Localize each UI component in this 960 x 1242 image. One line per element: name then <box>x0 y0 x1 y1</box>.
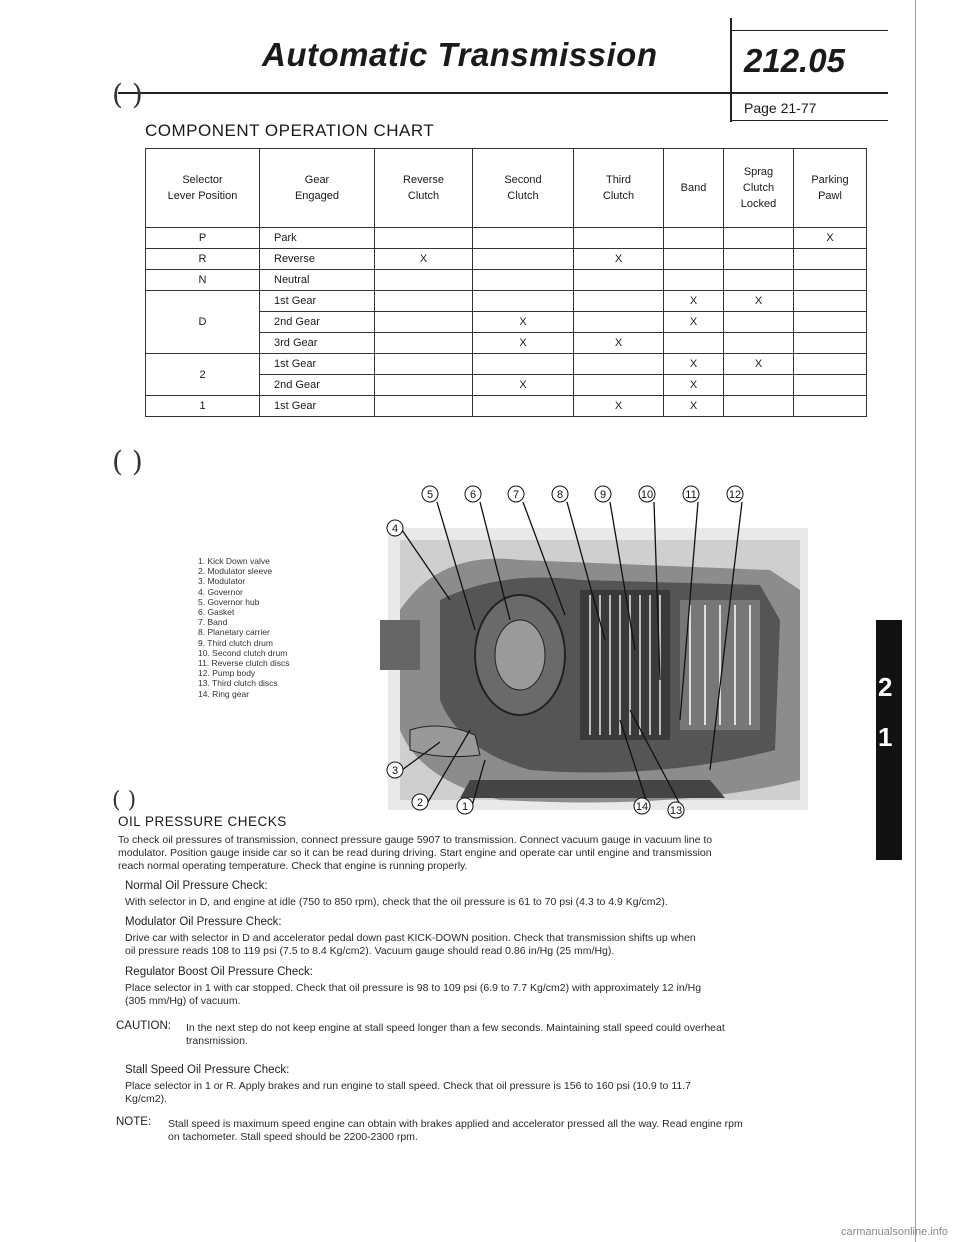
text-line: Stall speed is maximum speed engine can obtain with brakes applied and accelerator pressed all the way. Read engine rpm <box>168 1118 743 1130</box>
legend-item: 9. Third clutch drum <box>198 637 273 648</box>
legend-item: 14. Ring gear <box>198 688 250 699</box>
callout-number: 1 <box>461 801 469 813</box>
text-line: To check oil pressures of transmission, connect pressure gauge 5907 to transmission. Connect vacuum gauge in vacuum line to <box>118 834 713 846</box>
legend-item: 7. Band <box>198 617 228 628</box>
parts-legend <box>198 556 290 699</box>
page-edge-line <box>915 0 916 1242</box>
operation-cell <box>473 228 574 249</box>
legend-item: 11. Reverse clutch discs <box>198 658 290 669</box>
operation-cell <box>724 333 794 354</box>
binding-hole-mark: ( ) <box>112 78 143 111</box>
operation-cell <box>574 312 664 333</box>
callout-number: 2 <box>416 797 424 809</box>
modulator-check-text <box>125 932 696 958</box>
text-line: modulator. Position gauge inside car so it can be read during driving. Start engine and operate car until engine and transmission <box>118 847 712 859</box>
regulator-check-heading: Regulator Boost Oil Pressure Check: <box>125 966 313 978</box>
operation-cell: X <box>473 375 574 396</box>
gear-engaged-cell: 3rd Gear <box>260 333 375 354</box>
text-line: With selector in D, and engine at idle (750 to 850 rpm), check that the oil pressure is 61 to 70 psi (4.3 to 4.9 Kg/cm2). <box>125 896 668 908</box>
operation-cell <box>794 354 867 375</box>
operation-cell: X <box>664 291 724 312</box>
legend-item: 5. Governor hub <box>198 596 260 607</box>
stall-check-text <box>125 1080 691 1106</box>
operation-cell <box>473 396 574 417</box>
operation-cell <box>473 354 574 375</box>
operation-cell: X <box>473 333 574 354</box>
operation-cell: X <box>574 396 664 417</box>
gear-engaged-cell: Neutral <box>260 270 375 291</box>
binding-hole-mark: ( ) <box>112 445 143 478</box>
selector-position-cell: P <box>146 228 260 249</box>
legend-item: 6. Gasket <box>198 607 235 618</box>
gear-engaged-cell: 2nd Gear <box>260 312 375 333</box>
header-rule <box>118 92 888 94</box>
gear-engaged-cell: Park <box>260 228 375 249</box>
table-row <box>146 354 867 375</box>
chart-title: COMPONENT OPERATION CHART <box>145 121 435 140</box>
operation-cell <box>664 249 724 270</box>
operation-cell <box>794 375 867 396</box>
operation-cell <box>375 270 473 291</box>
gear-engaged-cell: 1st Gear <box>260 291 375 312</box>
operation-cell: X <box>724 354 794 375</box>
callout-number: 3 <box>391 765 399 777</box>
operation-cell <box>794 396 867 417</box>
table-row <box>146 270 867 291</box>
regulator-check-text <box>125 982 701 1008</box>
operation-cell <box>724 375 794 396</box>
chapter-tab-digit: 1 <box>878 722 893 752</box>
operation-cell <box>664 270 724 291</box>
legend-item: 8. Planetary carrier <box>198 627 270 638</box>
operation-cell: X <box>664 312 724 333</box>
operation-cell: X <box>724 291 794 312</box>
operation-cell: X <box>664 375 724 396</box>
operation-cell <box>724 312 794 333</box>
operation-cell: X <box>794 228 867 249</box>
selector-position-cell: R <box>146 249 260 270</box>
operation-cell <box>375 375 473 396</box>
caution-label: CAUTION: <box>116 1020 171 1032</box>
oil-intro-paragraph <box>118 834 712 873</box>
operation-cell: X <box>664 354 724 375</box>
column-header: Selector Lever Position <box>146 149 260 228</box>
operation-cell <box>794 291 867 312</box>
column-header: Third Clutch <box>574 149 664 228</box>
operation-cell <box>794 312 867 333</box>
legend-item: 1. Kick Down valve <box>198 556 270 566</box>
gear-engaged-cell: 1st Gear <box>260 396 375 417</box>
callout-number: 5 <box>426 489 434 501</box>
operation-cell <box>724 228 794 249</box>
operation-cell: X <box>664 396 724 417</box>
operation-cell: X <box>574 333 664 354</box>
selector-position-cell: 1 <box>146 396 260 417</box>
oil-pressure-heading: OIL PRESSURE CHECKS <box>118 814 287 829</box>
legend-item: 2. Modulator sleeve <box>198 566 273 577</box>
table-row <box>146 249 867 270</box>
operation-cell: X <box>375 249 473 270</box>
operation-cell <box>664 333 724 354</box>
callout-number: 13 <box>669 805 683 817</box>
caution-text <box>186 1022 725 1048</box>
normal-check-heading: Normal Oil Pressure Check: <box>125 880 268 892</box>
operation-cell <box>724 249 794 270</box>
column-header: Second Clutch <box>473 149 574 228</box>
table-row <box>146 291 867 312</box>
text-line: Place selector in 1 with car stopped. Check that oil pressure is 98 to 109 psi (6.9 to 7.7 Kg/cm2) with approximately 12 in/Hg <box>125 982 702 994</box>
operation-cell <box>574 228 664 249</box>
text-line: Drive car with selector in D and accelerator pedal down past KICK-DOWN position. Check that transmission shifts up when <box>125 932 696 944</box>
operation-cell <box>375 228 473 249</box>
operation-cell <box>375 396 473 417</box>
column-header: Parking Pawl <box>794 149 867 228</box>
selector-position-cell: D <box>146 291 260 354</box>
normal-check-text <box>125 896 668 909</box>
text-line: (305 mm/Hg) of vacuum. <box>125 995 241 1007</box>
legend-item: 4. Governor <box>198 586 243 597</box>
text-line: reach normal operating temperature. Check that engine is running properly. <box>118 860 468 872</box>
operation-cell <box>574 354 664 375</box>
stall-check-heading: Stall Speed Oil Pressure Check: <box>125 1064 290 1076</box>
table-row <box>146 396 867 417</box>
column-header: Reverse Clutch <box>375 149 473 228</box>
operation-cell <box>724 270 794 291</box>
selector-position-cell: 2 <box>146 354 260 396</box>
callout-number: 4 <box>391 523 399 535</box>
legend-item: 10. Second clutch drum <box>198 647 288 658</box>
note-label: NOTE: <box>116 1116 152 1128</box>
text-line: oil pressure reads 108 to 119 psi (7.5 to 8.4 Kg/cm2). Vacuum gauge should read 0.86 in/Hg (25 mm/Hg). <box>125 945 615 957</box>
legend-item: 13. Third clutch discs <box>198 678 278 689</box>
transmission-cutaway-illustration <box>380 480 860 820</box>
operation-cell <box>473 249 574 270</box>
modulator-check-heading: Modulator Oil Pressure Check: <box>125 916 282 928</box>
table-row <box>146 228 867 249</box>
callout-number: 7 <box>512 489 520 501</box>
callout-number: 6 <box>469 489 477 501</box>
operation-cell <box>375 333 473 354</box>
page-title: Automatic Transmission <box>262 36 658 73</box>
note-text <box>168 1118 743 1144</box>
operation-cell <box>375 312 473 333</box>
text-line: In the next step do not keep engine at stall speed longer than a few seconds. Maintaining stall speed could overheat <box>186 1022 725 1034</box>
binding-hole-mark: ( ) <box>112 788 137 813</box>
text-line: Place selector in 1 or R. Apply brakes and run engine to stall speed. Check that oil pressure is 156 to 160 psi (10.9 to 11.7 <box>125 1080 691 1092</box>
legend-item: 3. Modulator <box>198 576 246 587</box>
header-rule-bottom <box>730 120 888 121</box>
operation-cell <box>375 354 473 375</box>
operation-cell <box>794 333 867 354</box>
callout-number: 9 <box>599 489 607 501</box>
callout-number: 12 <box>728 489 742 501</box>
text-line: Kg/cm2). <box>125 1093 168 1105</box>
callout-number: 11 <box>685 489 697 501</box>
column-header: Band <box>664 149 724 228</box>
header-divider <box>730 18 732 122</box>
chapter-tab-digit: 2 <box>878 672 893 702</box>
legend-item: 12. Pump body <box>198 668 256 679</box>
selector-position-cell: N <box>146 270 260 291</box>
operation-cell <box>574 291 664 312</box>
text-line: on tachometer. Stall speed should be 2200-2300 rpm. <box>168 1131 418 1143</box>
component-operation-table <box>145 148 867 417</box>
column-header: Sprag Clutch Locked <box>724 149 794 228</box>
operation-cell <box>375 291 473 312</box>
header-rule-top <box>730 30 888 31</box>
operation-cell <box>794 249 867 270</box>
operation-cell <box>664 228 724 249</box>
operation-cell <box>724 396 794 417</box>
page-number: Page 21-77 <box>744 100 817 116</box>
column-header: Gear Engaged <box>260 149 375 228</box>
operation-cell <box>574 270 664 291</box>
text-line: transmission. <box>186 1035 248 1047</box>
operation-cell: X <box>473 312 574 333</box>
callout-number: 10 <box>640 489 654 501</box>
operation-cell <box>473 291 574 312</box>
operation-cell <box>574 375 664 396</box>
operation-cell: X <box>574 249 664 270</box>
gear-engaged-cell: 1st Gear <box>260 354 375 375</box>
callout-number: 8 <box>556 489 564 501</box>
operation-cell <box>794 270 867 291</box>
watermark: carmanualsonline.info <box>840 1226 948 1238</box>
gear-engaged-cell: Reverse <box>260 249 375 270</box>
section-number: 212.05 <box>744 42 845 79</box>
gear-engaged-cell: 2nd Gear <box>260 375 375 396</box>
callout-number: 14 <box>635 801 649 813</box>
operation-cell <box>473 270 574 291</box>
